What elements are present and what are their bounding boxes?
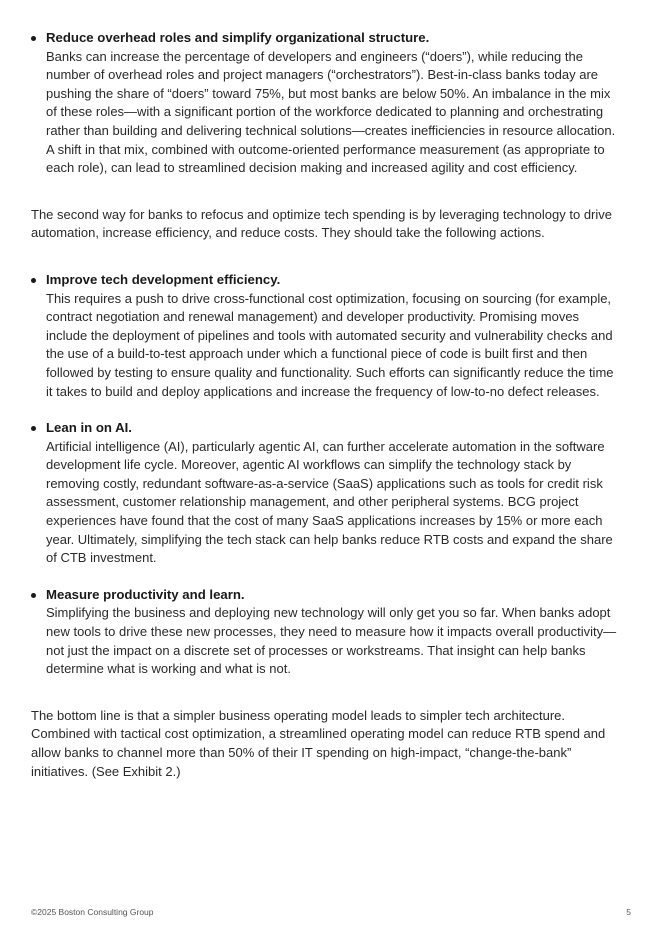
bullet-item (31, 29, 621, 178)
bullet-title: Improve tech development efficiency. (46, 271, 281, 287)
bullet-item (31, 271, 621, 401)
bullet-body: Banks can increase the percentage of developers and engineers (“doers”), while reducing the number of overhead roles and project managers (“orchestrators”). Best-in-class banks today are pushing the share of “doers” toward 75%, but most banks are below 50%. An imbalance in the mix of these roles—with a significant portion of the workforce dedicated to planning and orchestrating rather than building and delivering technical solutions—creates inefficiencies in resource allocation. A shift in that mix, combined with outcome-oriented performance measurement (as appropriate to each role), can lead to streamlined decision making and increased agility and cost efficiency. (46, 48, 616, 176)
bullet-dot-icon (31, 426, 36, 431)
footer-copyright: ©2025 Boston Consulting Group (31, 907, 154, 917)
bullet-dot-icon (31, 278, 36, 283)
bullet-body: Simplifying the business and deploying new technology will only get you so far. When banks adopt new tools to drive these new processes, they need to measure how it impacts overall productivity—not just the impact on a discrete set of processes or workstreams. That insight can help banks determine what is working and what is not. (46, 605, 617, 677)
paragraph: The bottom line is that a simpler business operating model leads to simpler tech architecture. Combined with tactical cost optimization, a streamlined operating model can reduce RTB spend and allow banks to channel more than 50% of their IT spending on high-impact, “change-the-bank” initiatives. (See Exhibit 2.) (31, 707, 606, 779)
bullet-title: Lean in on AI. (46, 420, 132, 436)
bullet-dot-icon (31, 593, 36, 598)
bullet-body: This requires a push to drive cross-functional cost optimization, focusing on sourcing (for example, contract negotiation and renewal management) and developer productivity. Promising moves include the deployment of pipelines and tools with automated security and vulnerability checks and the use of a build-to-test approach under which a functional piece of code is built first and then followed by testing to ensure quality and functionality. Such efforts can significantly reduce the time it takes to build and deploy applications and increase the frequency of low-to-no defect releases. (46, 290, 614, 399)
document-body (31, 29, 621, 781)
bullet-item (31, 586, 621, 679)
bullet-dot-icon (31, 36, 36, 41)
bullet-item (31, 419, 621, 568)
bullet-title: Reduce overhead roles and simplify organizational structure. (46, 30, 430, 45)
bullet-body: Artificial intelligence (AI), particularly agentic AI, can further accelerate automation in the software development life cycle. Moreover, agentic AI workflows can simplify the technology stack by removing costly, redundant software-as-a-service (SaaS) applications such as tools for credit risk assessment, customer relationship management, and other peripheral systems. BCG project experiences have found that the cost of many SaaS applications increases by 15% or more each year. Ultimately, simplifying the tech stack can help banks reduce RTB costs and expand the share of CTB investment. (46, 438, 613, 566)
paragraph: The second way for banks to refocus and optimize tech spending is by leveraging technology to drive automation, increase efficiency, and reduce costs. They should take the following actions. (31, 206, 613, 241)
bullet-title: Measure productivity and learn. (46, 586, 245, 602)
page-number: 5 (626, 907, 631, 917)
